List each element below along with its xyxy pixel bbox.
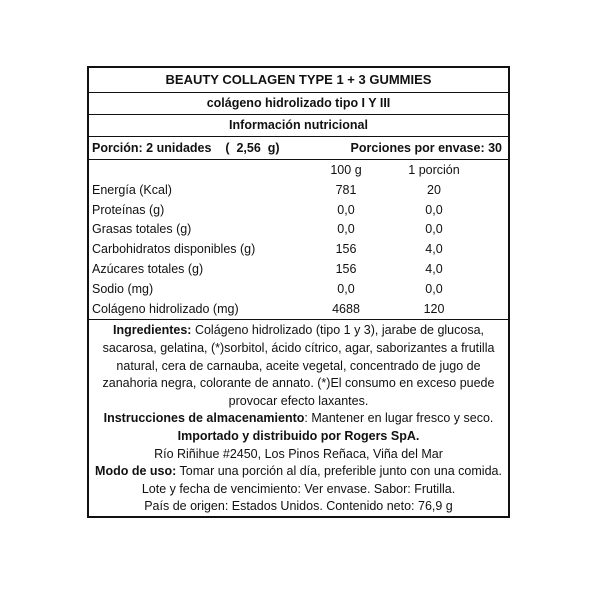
usage-paragraph <box>93 463 504 481</box>
product-title: BEAUTY COLLAGEN TYPE 1 + 3 GUMMIES <box>89 68 508 93</box>
table-row <box>89 280 508 300</box>
usage-text: Tomar una porción al día, preferible junto con una comida. <box>176 464 502 479</box>
ingredients-label: Ingredientes: <box>112 323 192 338</box>
table-row <box>89 201 508 221</box>
value-portion: 4,0 <box>425 261 443 276</box>
value-portion: 4,0 <box>425 242 443 257</box>
value-portion: 0,0 <box>425 202 443 217</box>
table-row <box>89 240 508 260</box>
value-100g: 781 <box>335 182 357 197</box>
lot-expiry: Lote y fecha de vencimiento: Ver envase. Sabor: Frutilla. <box>141 481 456 496</box>
table-header-blank <box>89 161 320 181</box>
nutrient-name: Carbohidratos disponibles (g) <box>92 242 256 257</box>
table-row <box>89 300 508 320</box>
value-100g: 0,0 <box>337 222 355 237</box>
storage-text: : Mantener en lugar fresco y seco. <box>304 411 494 426</box>
value-portion: 20 <box>427 182 441 197</box>
value-100g: 0,0 <box>337 202 355 217</box>
servings-per-pack: Porciones por envase: 30 <box>350 141 502 155</box>
ingredients-text: Colágeno hidrolizado (tipo 1 y 3), jarabe de glucosa, sacarosa, gelatina, (*)sorbitol, ácido cítrico, agar, saborizantes a frutilla natural, cera de carnauba, aceite vegetal, concentrado de jugo de zanahoria negra, colorante de annato. (*)El consumo en exceso puede provocar efecto laxantes. <box>102 323 495 408</box>
product-subtitle: colágeno hidrolizado tipo I Y III <box>89 93 508 115</box>
serving-size: Porción: 2 unidades ( 2,56 g) <box>92 141 280 155</box>
table-row <box>89 220 508 240</box>
origin-net-content: País de origen: Estados Unidos. Contenido neto: 76,9 g <box>144 499 453 514</box>
value-100g: 156 <box>335 242 357 257</box>
serving-row <box>89 137 508 160</box>
column-header-100g: 100 g <box>330 163 362 177</box>
nutrient-name: Sodio (mg) <box>92 281 154 296</box>
nutrition-table <box>89 160 508 320</box>
storage-paragraph <box>93 410 504 428</box>
nutrient-name: Grasas totales (g) <box>92 222 192 237</box>
nutrient-name: Colágeno hidrolizado (mg) <box>92 301 239 316</box>
value-portion: 0,0 <box>425 281 443 296</box>
importer-label: Importado y distribuido por Rogers SpA. <box>177 428 420 443</box>
value-100g: 0,0 <box>337 281 355 296</box>
value-portion: 120 <box>423 301 445 316</box>
value-100g: 4688 <box>332 301 360 316</box>
table-row <box>89 181 508 201</box>
table-header-row <box>89 161 508 181</box>
ingredients-paragraph <box>93 322 504 410</box>
nutrient-name: Energía (Kcal) <box>92 182 172 197</box>
column-header-portion: 1 porción <box>408 163 460 177</box>
usage-label: Modo de uso: <box>95 464 177 479</box>
nutrition-info-title: Información nutricional <box>89 115 508 137</box>
value-portion: 0,0 <box>425 222 443 237</box>
nutrient-name: Azúcares totales (g) <box>92 261 204 276</box>
value-100g: 156 <box>335 261 357 276</box>
table-row <box>89 260 508 280</box>
storage-label: Instrucciones de almacenamiento <box>103 411 305 426</box>
nutrient-name: Proteínas (g) <box>92 202 165 217</box>
label-text-block <box>89 320 508 516</box>
nutrition-label <box>87 66 510 518</box>
importer-address: Río Riñihue #2450, Los Pinos Reñaca, Viña del Mar <box>154 446 443 461</box>
